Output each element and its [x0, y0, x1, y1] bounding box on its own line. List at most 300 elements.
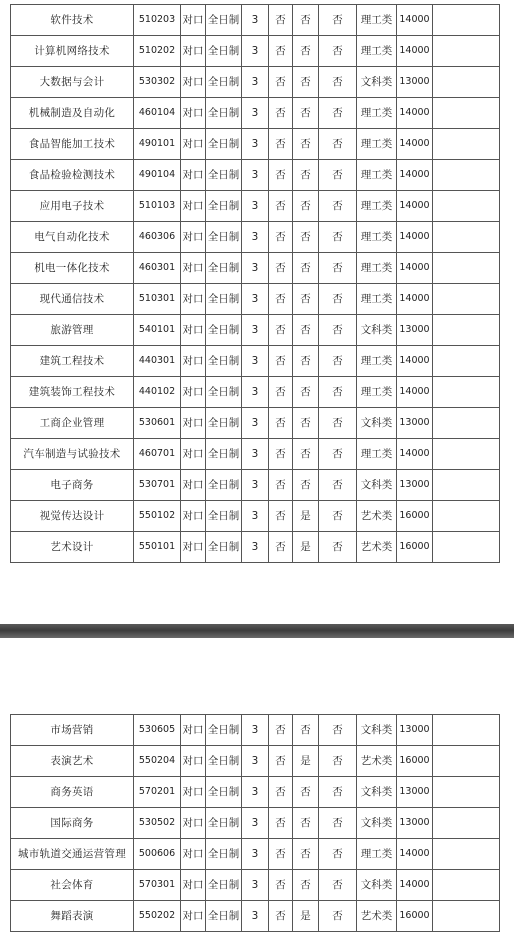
cell-mode: 全日制 — [206, 808, 242, 839]
cell-type: 对口 — [181, 5, 206, 36]
cell-c3: 否 — [319, 160, 357, 191]
cell-c2: 否 — [293, 36, 319, 67]
cell-code: 490104 — [134, 160, 181, 191]
cell-c1: 否 — [269, 5, 293, 36]
table-row — [11, 284, 500, 315]
table-row — [11, 129, 500, 160]
cell-mode: 全日制 — [206, 408, 242, 439]
cell-code: 570201 — [134, 777, 181, 808]
cell-category: 理工类 — [357, 98, 397, 129]
cell-type: 对口 — [181, 36, 206, 67]
cell-c2: 是 — [293, 501, 319, 532]
cell-years: 3 — [242, 222, 269, 253]
cell-category: 文科类 — [357, 777, 397, 808]
cell-category: 理工类 — [357, 346, 397, 377]
cell-mode: 全日制 — [206, 67, 242, 98]
cell-mode: 全日制 — [206, 5, 242, 36]
cell-type: 对口 — [181, 253, 206, 284]
cell-major: 社会体育 — [11, 870, 134, 901]
cell-c3: 否 — [319, 346, 357, 377]
cell-mode: 全日制 — [206, 439, 242, 470]
table-row — [11, 408, 500, 439]
cell-blank — [433, 315, 500, 346]
cell-type: 对口 — [181, 715, 206, 746]
cell-blank — [433, 408, 500, 439]
cell-mode: 全日制 — [206, 870, 242, 901]
cell-c2: 否 — [293, 160, 319, 191]
cell-category: 艺术类 — [357, 501, 397, 532]
cell-blank — [433, 470, 500, 501]
cell-c3: 否 — [319, 808, 357, 839]
cell-c1: 否 — [269, 98, 293, 129]
cell-c3: 否 — [319, 315, 357, 346]
cell-c3: 否 — [319, 439, 357, 470]
cell-major: 电子商务 — [11, 470, 134, 501]
cell-mode: 全日制 — [206, 532, 242, 563]
cell-c2: 否 — [293, 777, 319, 808]
cell-fee: 14000 — [397, 284, 433, 315]
cell-blank — [433, 901, 500, 932]
cell-c2: 是 — [293, 532, 319, 563]
cell-years: 3 — [242, 839, 269, 870]
cell-mode: 全日制 — [206, 98, 242, 129]
cell-c2: 否 — [293, 808, 319, 839]
cell-category: 文科类 — [357, 408, 397, 439]
cell-c2: 否 — [293, 839, 319, 870]
cell-c3: 否 — [319, 377, 357, 408]
cell-category: 文科类 — [357, 67, 397, 98]
table-row — [11, 470, 500, 501]
cell-major: 计算机网络技术 — [11, 36, 134, 67]
cell-category: 理工类 — [357, 5, 397, 36]
cell-c2: 否 — [293, 377, 319, 408]
cell-c2: 否 — [293, 346, 319, 377]
table-row — [11, 253, 500, 284]
cell-mode: 全日制 — [206, 129, 242, 160]
cell-code: 530605 — [134, 715, 181, 746]
cell-blank — [433, 377, 500, 408]
cell-c3: 否 — [319, 129, 357, 160]
cell-c2: 否 — [293, 129, 319, 160]
cell-c2: 否 — [293, 98, 319, 129]
cell-c1: 否 — [269, 253, 293, 284]
cell-c3: 否 — [319, 408, 357, 439]
cell-blank — [433, 501, 500, 532]
cell-blank — [433, 191, 500, 222]
cell-type: 对口 — [181, 808, 206, 839]
cell-c1: 否 — [269, 501, 293, 532]
cell-c1: 否 — [269, 746, 293, 777]
cell-fee: 14000 — [397, 839, 433, 870]
cell-blank — [433, 253, 500, 284]
table-row — [11, 5, 500, 36]
cell-category: 理工类 — [357, 284, 397, 315]
cell-c2: 否 — [293, 870, 319, 901]
cell-c2: 否 — [293, 408, 319, 439]
cell-years: 3 — [242, 715, 269, 746]
table-row — [11, 439, 500, 470]
cell-c2: 是 — [293, 746, 319, 777]
cell-c3: 否 — [319, 839, 357, 870]
cell-code: 550102 — [134, 501, 181, 532]
cell-mode: 全日制 — [206, 901, 242, 932]
cell-type: 对口 — [181, 129, 206, 160]
cell-fee: 14000 — [397, 377, 433, 408]
cell-major: 视觉传达设计 — [11, 501, 134, 532]
cell-c3: 否 — [319, 191, 357, 222]
majors-table-page-1 — [10, 4, 500, 563]
cell-c3: 否 — [319, 501, 357, 532]
cell-mode: 全日制 — [206, 470, 242, 501]
cell-c1: 否 — [269, 777, 293, 808]
cell-type: 对口 — [181, 532, 206, 563]
cell-mode: 全日制 — [206, 715, 242, 746]
cell-type: 对口 — [181, 470, 206, 501]
page-separator — [0, 624, 514, 638]
cell-c3: 否 — [319, 67, 357, 98]
cell-blank — [433, 98, 500, 129]
cell-major: 现代通信技术 — [11, 284, 134, 315]
cell-mode: 全日制 — [206, 746, 242, 777]
table-row — [11, 746, 500, 777]
cell-code: 460306 — [134, 222, 181, 253]
cell-type: 对口 — [181, 222, 206, 253]
cell-years: 3 — [242, 470, 269, 501]
cell-years: 3 — [242, 98, 269, 129]
cell-c3: 否 — [319, 284, 357, 315]
cell-fee: 13000 — [397, 470, 433, 501]
cell-fee: 13000 — [397, 315, 433, 346]
cell-code: 510202 — [134, 36, 181, 67]
cell-years: 3 — [242, 408, 269, 439]
table-row — [11, 346, 500, 377]
cell-fee: 16000 — [397, 532, 433, 563]
cell-c3: 否 — [319, 36, 357, 67]
cell-code: 500606 — [134, 839, 181, 870]
cell-fee: 14000 — [397, 5, 433, 36]
cell-c2: 否 — [293, 470, 319, 501]
cell-category: 文科类 — [357, 715, 397, 746]
table-row — [11, 160, 500, 191]
cell-major: 市场营销 — [11, 715, 134, 746]
cell-years: 3 — [242, 284, 269, 315]
cell-fee: 14000 — [397, 36, 433, 67]
cell-category: 理工类 — [357, 36, 397, 67]
cell-c2: 否 — [293, 5, 319, 36]
cell-type: 对口 — [181, 98, 206, 129]
cell-c3: 否 — [319, 532, 357, 563]
cell-category: 文科类 — [357, 808, 397, 839]
cell-category: 理工类 — [357, 129, 397, 160]
cell-years: 3 — [242, 777, 269, 808]
cell-fee: 16000 — [397, 746, 433, 777]
cell-c1: 否 — [269, 870, 293, 901]
cell-c1: 否 — [269, 532, 293, 563]
cell-c1: 否 — [269, 160, 293, 191]
cell-type: 对口 — [181, 501, 206, 532]
cell-fee: 13000 — [397, 408, 433, 439]
cell-type: 对口 — [181, 439, 206, 470]
cell-c3: 否 — [319, 470, 357, 501]
cell-major: 城市轨道交通运营管理 — [11, 839, 134, 870]
cell-years: 3 — [242, 253, 269, 284]
cell-type: 对口 — [181, 901, 206, 932]
cell-code: 570301 — [134, 870, 181, 901]
cell-type: 对口 — [181, 408, 206, 439]
cell-code: 530302 — [134, 67, 181, 98]
cell-c1: 否 — [269, 346, 293, 377]
cell-major: 汽车制造与试验技术 — [11, 439, 134, 470]
cell-c2: 否 — [293, 67, 319, 98]
cell-category: 理工类 — [357, 377, 397, 408]
cell-code: 510301 — [134, 284, 181, 315]
cell-mode: 全日制 — [206, 36, 242, 67]
table-row — [11, 839, 500, 870]
cell-type: 对口 — [181, 870, 206, 901]
cell-c1: 否 — [269, 439, 293, 470]
cell-fee: 14000 — [397, 191, 433, 222]
cell-fee: 13000 — [397, 67, 433, 98]
cell-major: 商务英语 — [11, 777, 134, 808]
cell-major: 软件技术 — [11, 5, 134, 36]
cell-c1: 否 — [269, 808, 293, 839]
cell-c1: 否 — [269, 191, 293, 222]
table-row — [11, 715, 500, 746]
cell-category: 艺术类 — [357, 746, 397, 777]
cell-c2: 否 — [293, 284, 319, 315]
cell-fee: 16000 — [397, 501, 433, 532]
cell-c1: 否 — [269, 67, 293, 98]
table-row — [11, 98, 500, 129]
document-page-2 — [0, 638, 514, 928]
cell-blank — [433, 67, 500, 98]
cell-blank — [433, 777, 500, 808]
cell-blank — [433, 129, 500, 160]
cell-years: 3 — [242, 870, 269, 901]
majors-table-page-2 — [10, 714, 500, 932]
table-row — [11, 777, 500, 808]
cell-c1: 否 — [269, 901, 293, 932]
cell-type: 对口 — [181, 315, 206, 346]
cell-c1: 否 — [269, 377, 293, 408]
cell-c2: 否 — [293, 253, 319, 284]
cell-c1: 否 — [269, 222, 293, 253]
cell-code: 550101 — [134, 532, 181, 563]
cell-type: 对口 — [181, 191, 206, 222]
cell-type: 对口 — [181, 377, 206, 408]
cell-blank — [433, 715, 500, 746]
cell-major: 舞蹈表演 — [11, 901, 134, 932]
cell-fee: 13000 — [397, 777, 433, 808]
cell-category: 理工类 — [357, 839, 397, 870]
cell-category: 文科类 — [357, 315, 397, 346]
cell-code: 530502 — [134, 808, 181, 839]
cell-category: 文科类 — [357, 470, 397, 501]
cell-years: 3 — [242, 532, 269, 563]
cell-code: 550204 — [134, 746, 181, 777]
cell-c3: 否 — [319, 98, 357, 129]
cell-category: 理工类 — [357, 160, 397, 191]
cell-c2: 否 — [293, 191, 319, 222]
table-row — [11, 532, 500, 563]
cell-c3: 否 — [319, 5, 357, 36]
cell-c1: 否 — [269, 470, 293, 501]
cell-c1: 否 — [269, 36, 293, 67]
cell-major: 大数据与会计 — [11, 67, 134, 98]
table-row — [11, 377, 500, 408]
cell-c2: 否 — [293, 439, 319, 470]
cell-code: 460104 — [134, 98, 181, 129]
cell-blank — [433, 746, 500, 777]
cell-fee: 14000 — [397, 253, 433, 284]
cell-c3: 否 — [319, 222, 357, 253]
cell-major: 建筑装饰工程技术 — [11, 377, 134, 408]
cell-fee: 14000 — [397, 346, 433, 377]
cell-type: 对口 — [181, 346, 206, 377]
cell-code: 510103 — [134, 191, 181, 222]
cell-c1: 否 — [269, 408, 293, 439]
cell-mode: 全日制 — [206, 160, 242, 191]
cell-type: 对口 — [181, 160, 206, 191]
cell-c3: 否 — [319, 777, 357, 808]
cell-fee: 13000 — [397, 808, 433, 839]
cell-mode: 全日制 — [206, 346, 242, 377]
cell-category: 理工类 — [357, 253, 397, 284]
cell-years: 3 — [242, 439, 269, 470]
table-row — [11, 222, 500, 253]
cell-c3: 否 — [319, 253, 357, 284]
cell-blank — [433, 284, 500, 315]
cell-major: 食品检验检测技术 — [11, 160, 134, 191]
cell-major: 建筑工程技术 — [11, 346, 134, 377]
cell-mode: 全日制 — [206, 777, 242, 808]
cell-mode: 全日制 — [206, 315, 242, 346]
cell-years: 3 — [242, 746, 269, 777]
cell-years: 3 — [242, 377, 269, 408]
cell-code: 440301 — [134, 346, 181, 377]
cell-code: 530601 — [134, 408, 181, 439]
cell-c3: 否 — [319, 715, 357, 746]
cell-years: 3 — [242, 808, 269, 839]
cell-blank — [433, 5, 500, 36]
cell-blank — [433, 160, 500, 191]
cell-years: 3 — [242, 501, 269, 532]
cell-major: 工商企业管理 — [11, 408, 134, 439]
cell-code: 440102 — [134, 377, 181, 408]
table-row — [11, 870, 500, 901]
cell-c1: 否 — [269, 315, 293, 346]
cell-blank — [433, 870, 500, 901]
table-row — [11, 808, 500, 839]
cell-c2: 否 — [293, 315, 319, 346]
cell-type: 对口 — [181, 777, 206, 808]
cell-blank — [433, 439, 500, 470]
cell-fee: 16000 — [397, 901, 433, 932]
table-row — [11, 36, 500, 67]
cell-category: 理工类 — [357, 222, 397, 253]
cell-fee: 14000 — [397, 98, 433, 129]
cell-code: 530701 — [134, 470, 181, 501]
cell-mode: 全日制 — [206, 222, 242, 253]
cell-years: 3 — [242, 346, 269, 377]
cell-blank — [433, 222, 500, 253]
cell-mode: 全日制 — [206, 377, 242, 408]
cell-major: 艺术设计 — [11, 532, 134, 563]
cell-mode: 全日制 — [206, 253, 242, 284]
cell-code: 510203 — [134, 5, 181, 36]
cell-code: 550202 — [134, 901, 181, 932]
table-row — [11, 191, 500, 222]
cell-major: 表演艺术 — [11, 746, 134, 777]
cell-major: 机械制造及自动化 — [11, 98, 134, 129]
cell-fee: 14000 — [397, 439, 433, 470]
cell-c3: 否 — [319, 746, 357, 777]
table-row — [11, 901, 500, 932]
cell-blank — [433, 808, 500, 839]
cell-category: 文科类 — [357, 870, 397, 901]
cell-category: 艺术类 — [357, 901, 397, 932]
cell-fee: 14000 — [397, 160, 433, 191]
cell-major: 应用电子技术 — [11, 191, 134, 222]
cell-blank — [433, 532, 500, 563]
cell-years: 3 — [242, 315, 269, 346]
cell-type: 对口 — [181, 284, 206, 315]
cell-category: 艺术类 — [357, 532, 397, 563]
cell-years: 3 — [242, 67, 269, 98]
cell-major: 食品智能加工技术 — [11, 129, 134, 160]
cell-c1: 否 — [269, 284, 293, 315]
cell-c2: 是 — [293, 901, 319, 932]
table-row — [11, 67, 500, 98]
table-row — [11, 315, 500, 346]
cell-c2: 否 — [293, 222, 319, 253]
cell-mode: 全日制 — [206, 191, 242, 222]
cell-mode: 全日制 — [206, 501, 242, 532]
cell-fee: 14000 — [397, 870, 433, 901]
cell-major: 机电一体化技术 — [11, 253, 134, 284]
cell-type: 对口 — [181, 746, 206, 777]
cell-c2: 否 — [293, 715, 319, 746]
cell-c1: 否 — [269, 715, 293, 746]
cell-blank — [433, 839, 500, 870]
cell-major: 国际商务 — [11, 808, 134, 839]
cell-years: 3 — [242, 36, 269, 67]
cell-type: 对口 — [181, 67, 206, 98]
cell-mode: 全日制 — [206, 284, 242, 315]
cell-c1: 否 — [269, 129, 293, 160]
cell-fee: 14000 — [397, 222, 433, 253]
cell-category: 理工类 — [357, 439, 397, 470]
cell-blank — [433, 36, 500, 67]
cell-c1: 否 — [269, 839, 293, 870]
cell-c3: 否 — [319, 901, 357, 932]
cell-code: 490101 — [134, 129, 181, 160]
table-row — [11, 501, 500, 532]
cell-code: 540101 — [134, 315, 181, 346]
cell-years: 3 — [242, 191, 269, 222]
cell-years: 3 — [242, 160, 269, 191]
cell-major: 电气自动化技术 — [11, 222, 134, 253]
cell-type: 对口 — [181, 839, 206, 870]
cell-category: 理工类 — [357, 191, 397, 222]
cell-blank — [433, 346, 500, 377]
cell-major: 旅游管理 — [11, 315, 134, 346]
cell-mode: 全日制 — [206, 839, 242, 870]
cell-years: 3 — [242, 5, 269, 36]
cell-code: 460701 — [134, 439, 181, 470]
cell-fee: 13000 — [397, 715, 433, 746]
cell-code: 460301 — [134, 253, 181, 284]
